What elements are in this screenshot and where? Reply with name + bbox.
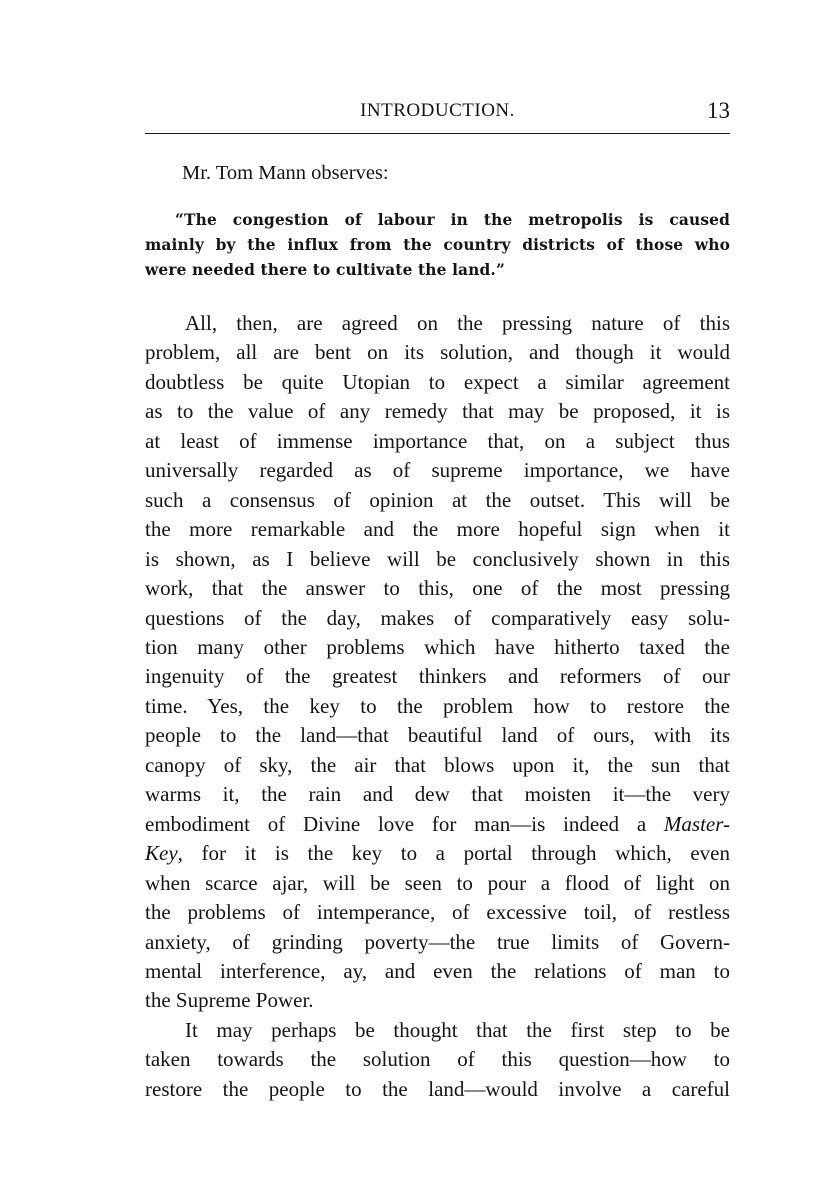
- italic-phrase: Master-: [663, 811, 730, 836]
- text-line: It may perhaps be thought that the first step to be: [185, 1017, 730, 1042]
- text-line: taken towards the solution of this question—how to: [145, 1047, 730, 1072]
- running-head: [145, 98, 730, 128]
- text-line: restore the people to the land—would involve a careful: [145, 1076, 730, 1101]
- text-line: ingenuity of the greatest thinkers and reformers of our: [145, 664, 730, 689]
- text-line: universally regarded as of supreme importance, we have: [145, 458, 730, 483]
- paragraph-continued: [145, 1016, 730, 1104]
- text-line: problem, all are bent on its solution, and though it would: [145, 340, 730, 365]
- text-line: at least of immense importance that, on a subject thus: [145, 428, 730, 453]
- quote-line: mainly by the influx from the country districts of those who: [145, 236, 730, 254]
- running-title: INTRODUCTION.: [360, 100, 515, 121]
- text-line: is shown, as I believe will be conclusively shown in this: [145, 546, 730, 571]
- text-line: [145, 839, 730, 868]
- block-quote: [145, 208, 730, 283]
- italic-phrase-continued: Key: [145, 841, 178, 866]
- text-line: people to the land—that beautiful land of ours, with its: [145, 723, 730, 748]
- text-line: tion many other problems which have hitherto taxed the: [145, 634, 730, 659]
- text-line: the more remarkable and the more hopeful sign when it: [145, 517, 730, 542]
- text-line: anxiety, of grinding poverty—the true limits of Govern-: [145, 929, 730, 954]
- text-fragment: , for it is the key to a portal through which, even: [177, 841, 730, 866]
- paragraph-main: [145, 309, 730, 1016]
- text-fragment: embodiment of Divine love for man—is indeed a: [145, 811, 664, 836]
- text-line: when scarce ajar, will be seen to pour a flood of light on: [145, 870, 730, 895]
- page-number: 13: [707, 98, 730, 123]
- text-line: doubtless be quite Utopian to expect a similar agreement: [145, 369, 730, 394]
- text-line: as to the value of any remedy that may be proposed, it is: [145, 399, 730, 424]
- header-rule: [145, 133, 730, 134]
- text-line: the problems of intemperance, of excessive toil, of restless: [145, 900, 730, 925]
- text-line: questions of the day, makes of comparatively easy solu-: [145, 605, 730, 630]
- quote-line: were needed there to cultivate the land.”: [145, 261, 505, 279]
- text-line: All, then, are agreed on the pressing nature of this: [185, 311, 730, 335]
- quote-attribution: Mr. Tom Mann observes:: [182, 162, 389, 184]
- text-line: such a consensus of opinion at the outset. This will be: [145, 487, 730, 512]
- text-line: canopy of sky, the air that blows upon it, the sun that: [145, 752, 730, 777]
- text-line: mental interference, ay, and even the relations of man to: [145, 958, 730, 983]
- quote-line: “The congestion of labour in the metropolis is caused: [175, 211, 730, 229]
- text-line: the Supreme Power.: [145, 988, 314, 1013]
- text-line: work, that the answer to this, one of the most pressing: [145, 576, 730, 601]
- text-line: time. Yes, the key to the problem how to restore the: [145, 693, 730, 718]
- text-line-with-italic: [145, 810, 730, 839]
- text-line: warms it, the rain and dew that moisten it—the very: [145, 782, 730, 807]
- body-text: [145, 150, 730, 1104]
